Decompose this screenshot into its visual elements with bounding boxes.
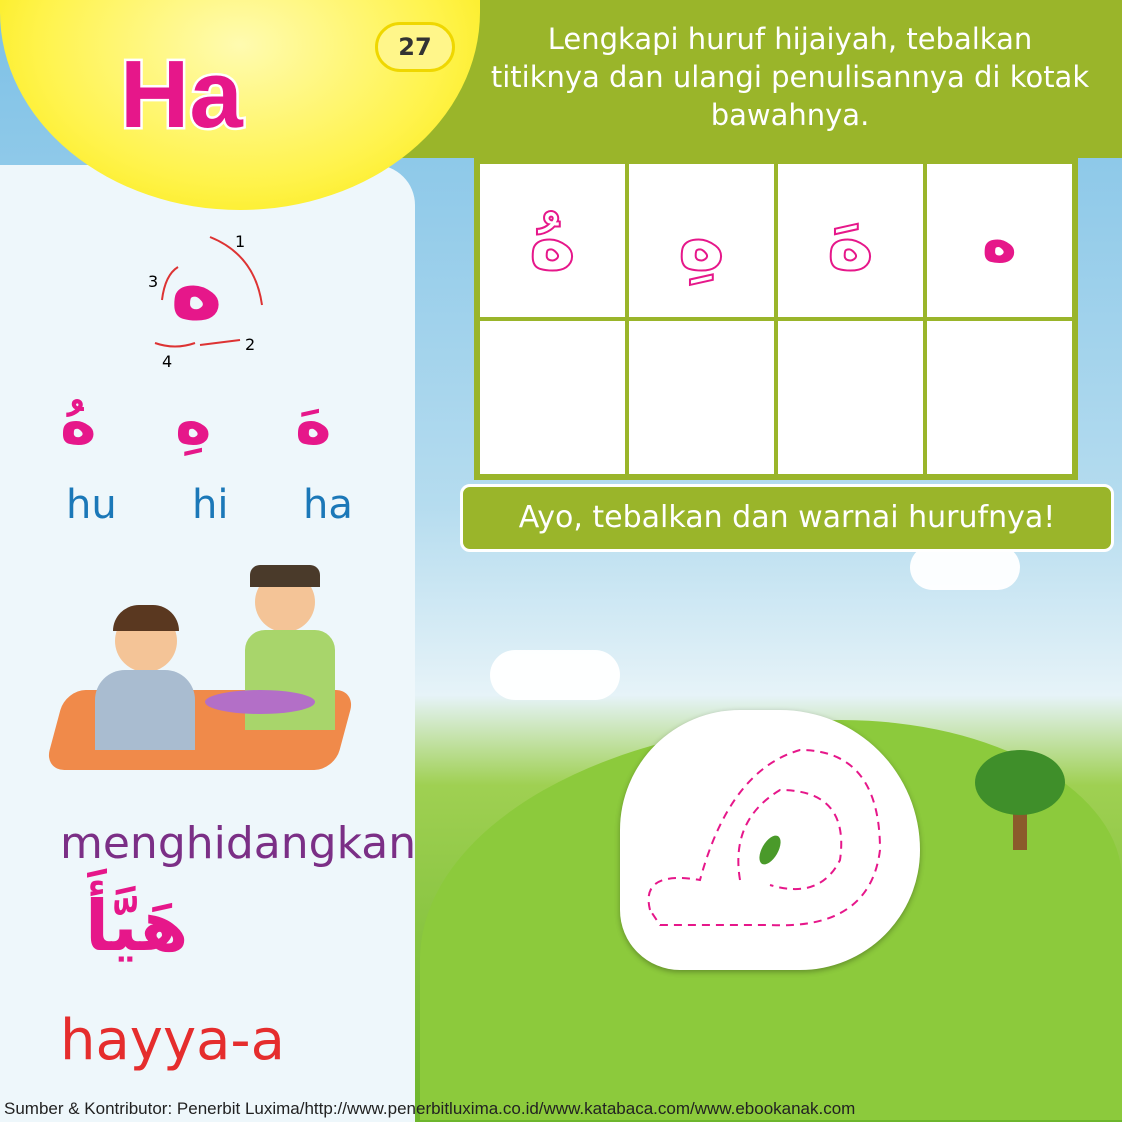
trace-cell[interactable]: هِ xyxy=(627,162,776,319)
example-cell: ه xyxy=(925,162,1074,319)
stroke-step-4: 4 xyxy=(162,352,173,371)
stroke-step-1: 1 xyxy=(235,232,246,251)
latin-hi: hi xyxy=(192,482,229,528)
page-number: 27 xyxy=(375,22,455,72)
latin-ha: ha xyxy=(303,482,353,528)
trace-cell[interactable]: هَ xyxy=(776,162,925,319)
prompt-banner: Ayo, tebalkan dan warnai hurufnya! xyxy=(460,484,1114,552)
stroke-step-3: 3 xyxy=(148,272,159,291)
arabic-ha: هَ xyxy=(295,385,332,458)
practice-cell[interactable] xyxy=(925,319,1074,476)
dashed-letter-outline xyxy=(620,710,920,970)
tree-icon xyxy=(975,750,1065,850)
writing-grid xyxy=(474,158,1078,480)
practice-cell[interactable] xyxy=(627,319,776,476)
coloring-letter[interactable] xyxy=(620,710,920,970)
source-credit: Sumber & Kontributor: Penerbit Luxima/http://www.penerbitluxima.co.id/www.katabaca.com/www.ebookanak.com xyxy=(4,1099,856,1118)
practice-cell[interactable] xyxy=(776,319,925,476)
arabic-hu: هُ xyxy=(60,385,97,458)
trace-cell[interactable]: هُ xyxy=(478,162,627,319)
instruction-text: Lengkapi huruf hijaiyah, tebalkan titiknya dan ulangi penulisannya di kotak bawahnya. xyxy=(490,22,1090,132)
word-arabic: هَيَّأَ xyxy=(85,885,189,967)
stroke-order-letter: ه xyxy=(170,235,224,340)
arabic-hi: هِ xyxy=(175,385,212,458)
stroke-arrows xyxy=(140,225,280,375)
page-title: Ha xyxy=(120,41,243,148)
word-indonesian: menghidangkan xyxy=(60,818,417,869)
cloud xyxy=(490,650,620,700)
latin-hu: hu xyxy=(66,482,117,528)
word-latin: hayya-a xyxy=(60,1008,285,1073)
practice-cell[interactable] xyxy=(478,319,627,476)
stroke-step-2: 2 xyxy=(245,335,256,354)
